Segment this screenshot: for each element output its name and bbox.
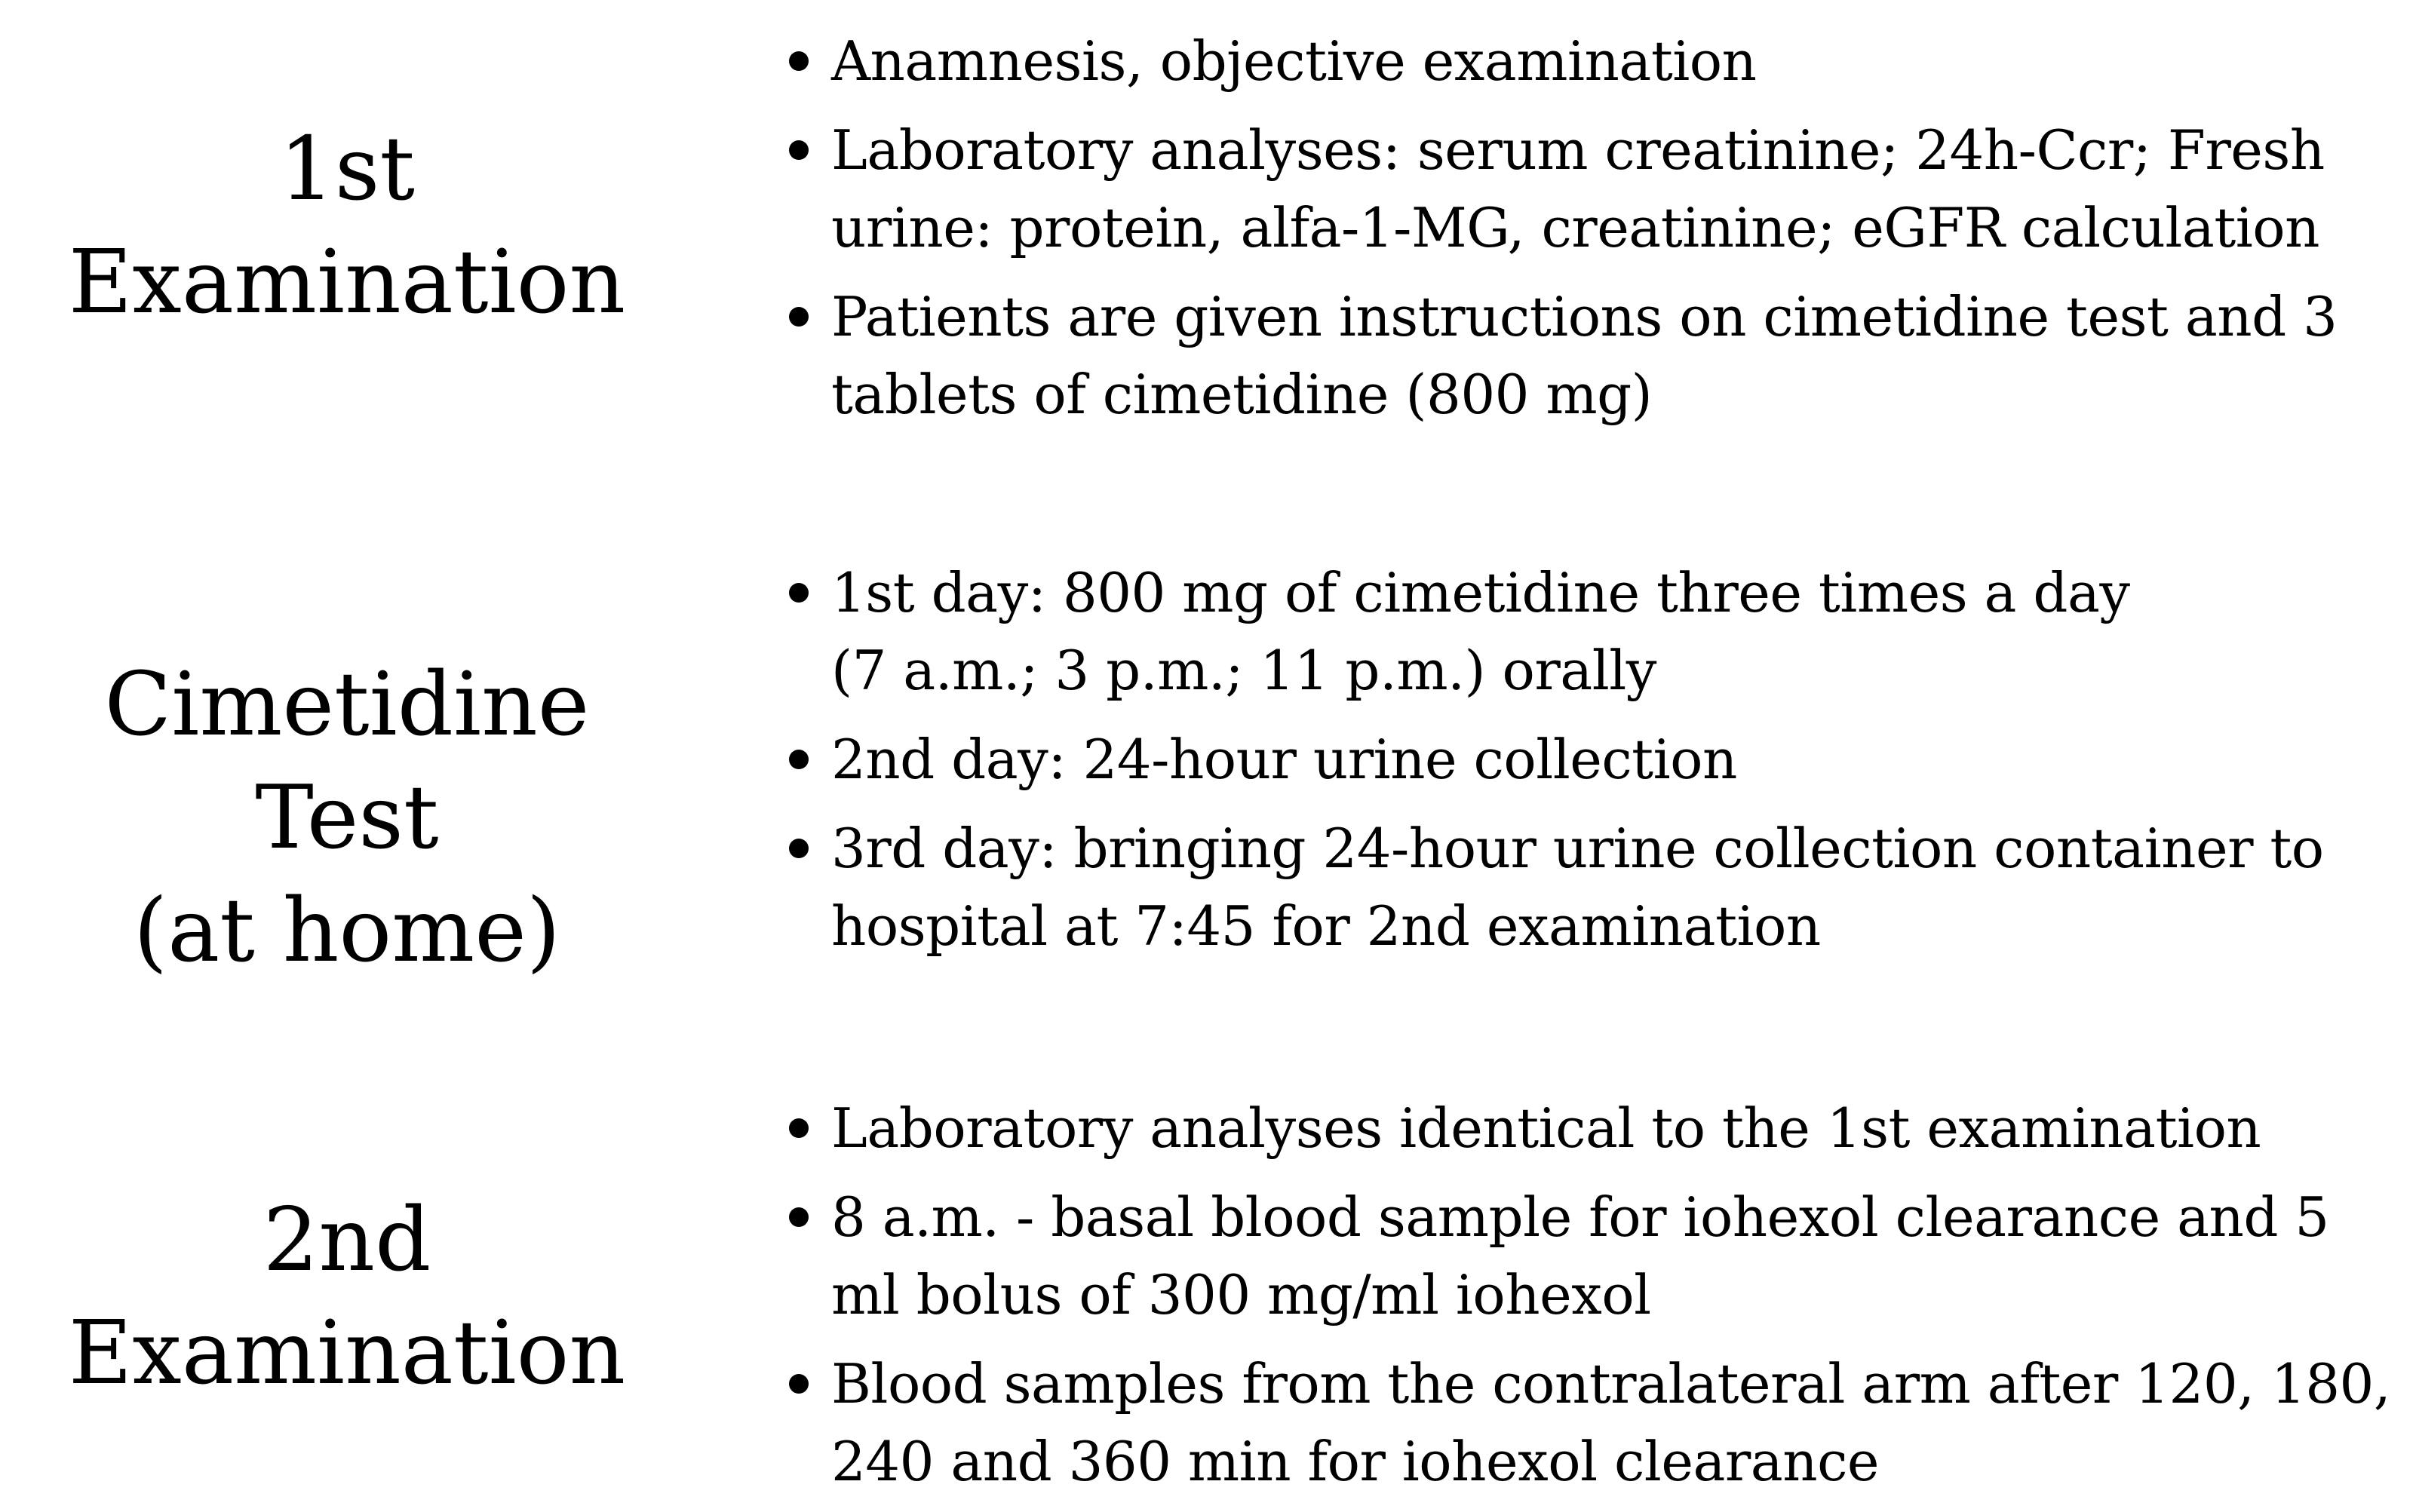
bullet-text-line: urine: protein, alfa-1-MG, creatinine; eGFR calculation (831, 196, 2319, 259)
bullet-text-line: Patients are given instructions on cimetidine test and 3 (831, 285, 2338, 348)
list-item (784, 554, 2399, 710)
bullet-text-line: 2nd day: 24-hour urine collection (831, 728, 1737, 791)
bullet-text-line: 240 and 360 min for iohexol clearance (831, 1430, 1880, 1493)
bullet-text-line: Anamnesis, objective examination (831, 29, 1757, 93)
bullet-text-line: ml bolus of 300 mg/ml iohexol (831, 1263, 1651, 1326)
stage-title-cimetidine-test (0, 649, 694, 988)
bullet-text-line: 8 a.m. - basal blood sample for iohexol clearance and 5 (831, 1185, 2329, 1249)
list-item (784, 23, 2399, 100)
stage-title-line: Cimetidine Test (104, 654, 590, 869)
bullet-icon (789, 51, 809, 71)
list-item (784, 1345, 2399, 1501)
stage-title-line: 2nd (262, 1189, 431, 1291)
list-item (784, 1179, 2399, 1334)
stage-title-1st-examination (0, 113, 694, 339)
bullet-icon (789, 1118, 809, 1138)
stage-title-line: Examination (68, 232, 626, 333)
bullet-text-line: (7 a.m.; 3 p.m.; 11 p.m.) orally (831, 639, 1656, 702)
bullet-icon (789, 1207, 809, 1227)
bullet-icon (789, 583, 809, 603)
bullet-list-cimetidine-test (784, 554, 2399, 977)
bullet-icon (789, 1374, 809, 1394)
bullet-text-line: Blood samples from the contralateral arm after 120, 180, (831, 1352, 2391, 1415)
bullet-list-2nd-examination (784, 1090, 2399, 1512)
bullet-icon (789, 140, 809, 160)
bullet-icon (789, 307, 809, 327)
bullet-list-1st-examination (784, 23, 2399, 445)
bullet-text-line: Laboratory analyses: serum creatinine; 24h-Ccr; Fresh (831, 118, 2325, 182)
bullet-text-line: 3rd day: bringing 24-hour urine collection container to (831, 817, 2324, 880)
stage-title-line: 1st (279, 118, 415, 220)
bullet-icon (789, 750, 809, 769)
list-item (784, 810, 2399, 965)
stage-title-2nd-examination (0, 1184, 694, 1410)
bullet-text-line: hospital at 7:45 for 2nd examination (831, 894, 1821, 958)
list-item (784, 112, 2399, 267)
bullet-icon (789, 839, 809, 858)
stage-title-line: (at home) (133, 880, 561, 982)
stage-title-line: Examination (68, 1302, 626, 1404)
list-item (784, 721, 2399, 799)
bullet-text-line: Laboratory analyses identical to the 1st examination (831, 1096, 2261, 1160)
list-item (784, 1090, 2399, 1167)
bullet-text-line: tablets of cimetidine (800 mg) (831, 363, 1653, 426)
bullet-text-line: 1st day: 800 mg of cimetidine three times a day (831, 561, 2130, 624)
list-item (784, 278, 2399, 434)
